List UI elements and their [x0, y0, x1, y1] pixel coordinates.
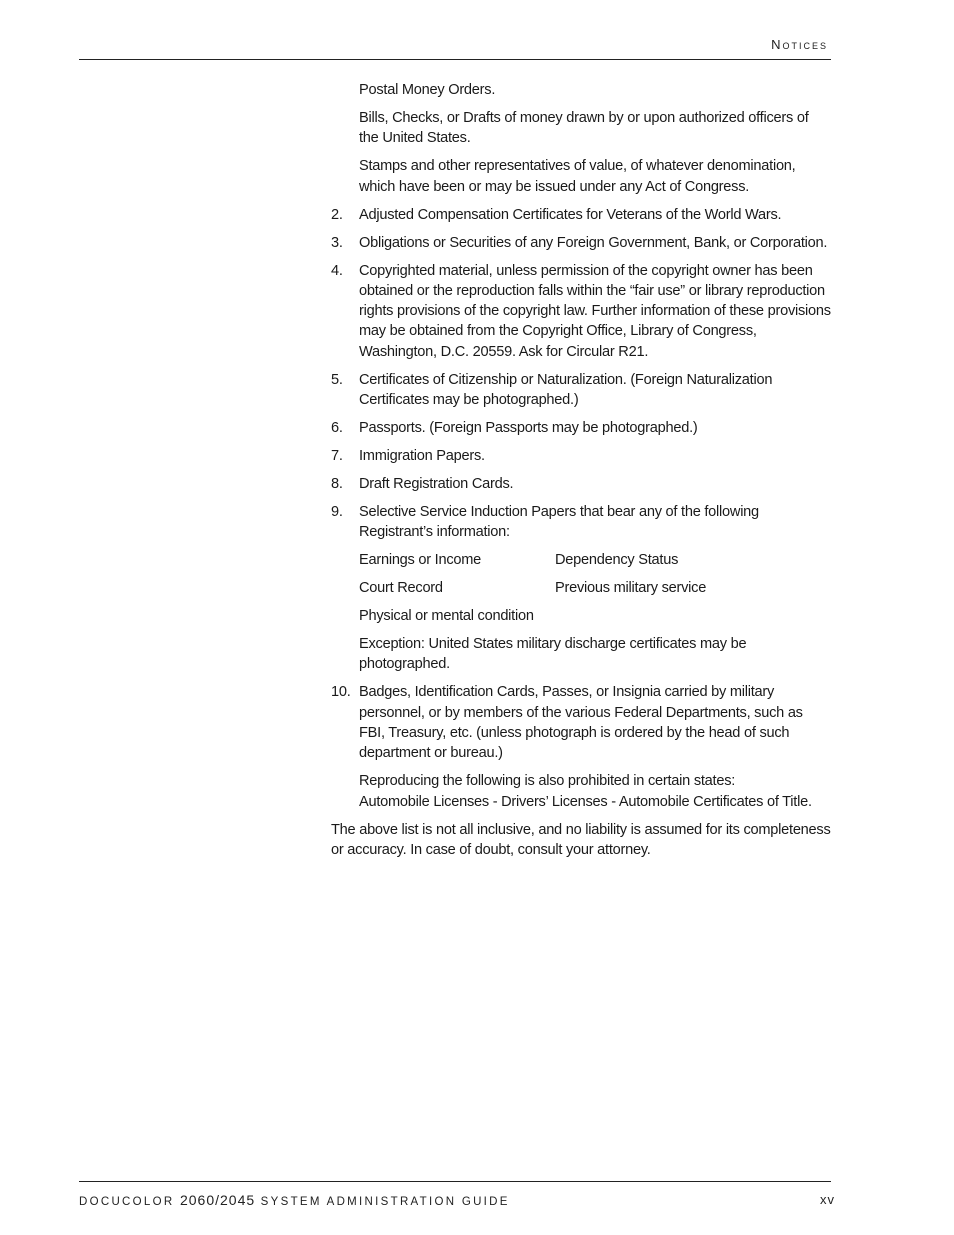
list-item-number: 3. — [331, 234, 343, 251]
list-item-number: 9. — [331, 503, 343, 520]
footer-title — [79, 1192, 510, 1208]
registrant-info-cell: Court Record — [359, 580, 443, 597]
registrant-info-cell: Earnings or Income — [359, 552, 482, 569]
list-item-text: Passports. (Foreign Passports may be photographed.) — [359, 419, 698, 436]
notices-content — [331, 80, 831, 868]
page-number: xv — [820, 1192, 835, 1207]
intro-line: Stamps and other representatives of value, of whatever denomination, which have been or may be issued under any Act of Congress. — [359, 158, 796, 195]
list-item-number: 4. — [331, 262, 343, 279]
list-item-number: 5. — [331, 371, 343, 388]
list-item — [331, 682, 831, 763]
registrant-info-row: Physical or mental condition — [359, 608, 534, 625]
list-item-text: Badges, Identification Cards, Passes, or Insignia carried by military personnel, or by members of the various Federal Departments, such as FBI, Treasury, etc. (unless photograph is ordered by the head of such department or bureau.) — [359, 684, 803, 762]
list-item-text: Immigration Papers. — [359, 447, 485, 464]
list-item — [331, 233, 831, 253]
footer-rule — [79, 1181, 831, 1182]
list-item-number: 7. — [331, 447, 343, 464]
list-item — [331, 474, 831, 494]
closing-disclaimer: The above list is not all inclusive, and no liability is assumed for its completeness or accuracy. In case of doubt, consult your attorney. — [331, 821, 831, 858]
list-item-text: Obligations or Securities of any Foreign Government, Bank, or Corporation. — [359, 234, 828, 251]
footer-model: 2060/2045 — [179, 1192, 256, 1208]
footer-guide: SYSTEM ADMINISTRATION GUIDE — [260, 1196, 510, 1208]
state-prohibition-line: Automobile Licenses - Drivers’ Licenses - Automobile Certificates of Title. — [359, 793, 812, 810]
list-item — [331, 261, 831, 362]
list-item — [331, 418, 831, 438]
list-item — [331, 446, 831, 466]
list-item-text: Selective Service Induction Papers that bear any of the following Registrant’s information: — [359, 503, 759, 541]
list-item-text: Draft Registration Cards. — [359, 475, 514, 492]
registrant-info-row — [331, 550, 831, 570]
intro-line: Postal Money Orders. — [359, 82, 496, 98]
list-item-text: Certificates of Citizenship or Naturalization. (Foreign Naturalization Certificates may be photographed.) — [359, 371, 773, 408]
registrant-info-row — [331, 578, 831, 598]
list-item-text: Adjusted Compensation Certificates for Veterans of the World Wars. — [359, 206, 782, 223]
header-rule — [79, 59, 831, 60]
footer-brand: DOCUCOLOR — [79, 1196, 175, 1208]
list-item — [331, 205, 831, 225]
list-item-number: 10. — [331, 684, 351, 701]
list-item-text: Copyrighted material, unless permission of the copyright owner has been obtained or the reproduction falls within the “fair use” or library reproduction rights provisions of the copyright law. Further information of these provisions may be obtained from the Copyright Office, Library of Congress, Washington, D.C. 20559. Ask for Circular R21. — [359, 262, 831, 360]
registrant-info-cell: Previous military service — [555, 580, 707, 597]
intro-line: Bills, Checks, or Drafts of money drawn by or upon authorized officers of the United States. — [359, 109, 809, 147]
state-prohibition-line: Reproducing the following is also prohibited in certain states: — [359, 773, 736, 790]
state-prohibition-note — [331, 771, 831, 812]
list-item-number: 8. — [331, 475, 343, 492]
list-item — [331, 502, 831, 543]
list-item — [331, 370, 831, 411]
exception-note: Exception: United States military discharge certificates may be photographed. — [359, 636, 747, 673]
list-item-number: 6. — [331, 419, 343, 436]
registrant-info-cell: Dependency Status — [555, 552, 679, 569]
list-item-number: 2. — [331, 206, 343, 223]
page-header-title: Notices — [771, 37, 828, 52]
